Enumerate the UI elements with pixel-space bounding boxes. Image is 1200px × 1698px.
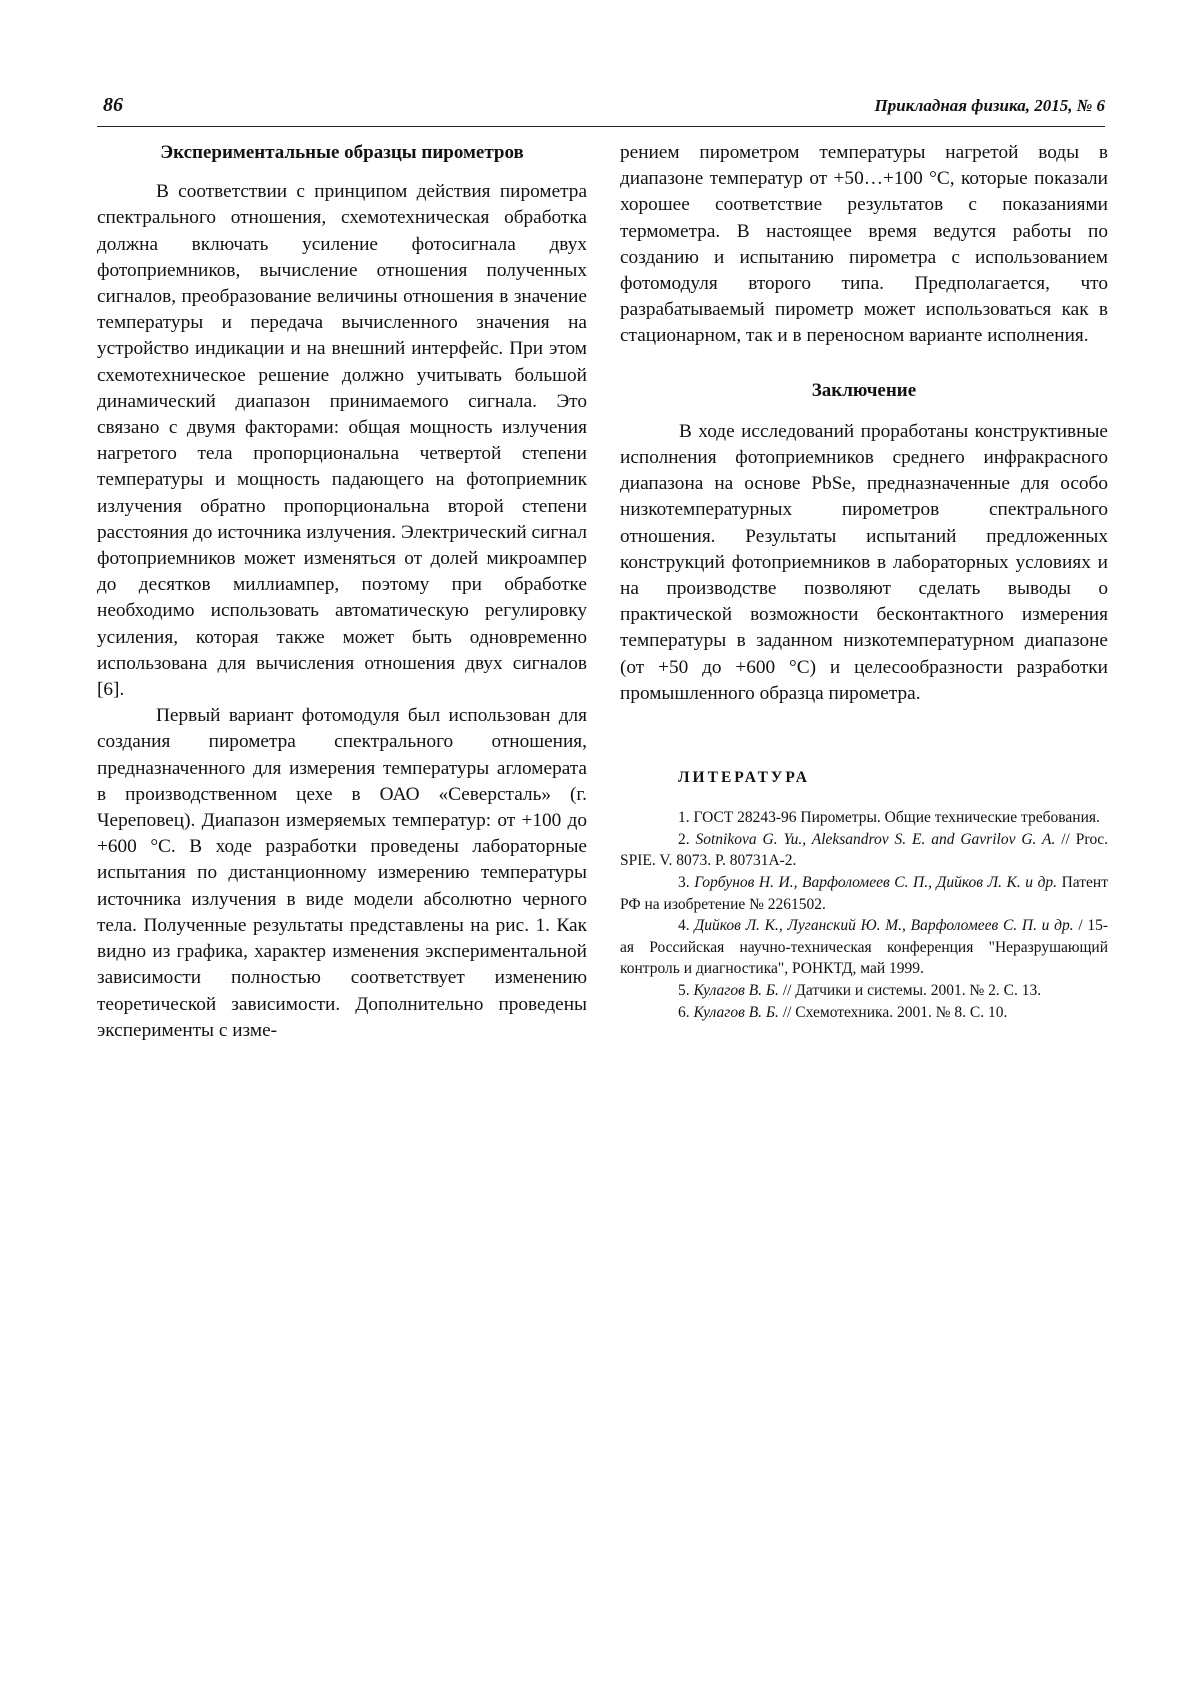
section-title: Экспериментальные образцы пирометров xyxy=(160,142,524,163)
reference-item: 6. Кулагов В. Б. // Схемотехника. 2001. № 8. С. 10. xyxy=(678,1003,1008,1021)
reference-item: 3. Горбунов Н. И., Варфоломеев С. П., Дийков Л. К. и др. Патент РФ на изобретение № 2261502. xyxy=(620,874,1109,913)
conclusion-title: Заключение xyxy=(811,379,917,401)
running-header xyxy=(97,92,1105,127)
reference-item: 1. ГОСТ 28243-96 Пирометры. Общие технические требования. xyxy=(678,809,1100,827)
reference-list xyxy=(620,807,1108,1023)
paragraph-continuation: рением пирометром температуры нагретой воды в диапазоне температур от +50…+100 °С, которые показали хорошее соответствие результатов с показаниями термометра. В настоящее время ведутся работы по созданию и испытанию пирометра с использованием фотомодуля второго типа. Предполагается, что разрабатываемый пирометр может использоваться как в стационарном, так и в переносном варианте исполнения. xyxy=(620,142,1108,347)
page-number: 86 xyxy=(103,94,123,116)
reference-item: 5. Кулагов В. Б. // Датчики и системы. 2001. № 2. С. 13. xyxy=(678,982,1042,1000)
paragraph: В соответствии с принципом действия пирометра спектрального отношения, схемотехническая обработка должна включать усиление фотосигнала двух фотоприемников, вычисление отношения полученных сигналов, преобразование величины отношения в значение температуры и передача вычисленного значения на устройство индикации и на внешний интерфейс. При этом схемотехническое решение должно учитывать большой динамический диапазон принимаемого сигнала. Это связано с двумя факторами: общая мощность излучения нагретого тела пропорциональна четвертой степени температуры и мощность падающего на фотоприемник излучения обратно пропорциональна второй степени расстояния до источника излучения. Электрический сигнал фотоприемников может изменяться от долей микроампер до десятков миллиампер, поэтому при обработке необходимо использовать автоматическую регулировку усиления, которая также может быть одновременно использована для вычисления отношения двух сигналов [6]. xyxy=(97,181,587,701)
reference-item: 4. Дийков Л. К., Луганский Ю. М., Варфоломеев С. П. и др. / 15-ая Российская научно-техническая конференция "Неразрушающий контроль и диагностика", РОНКТД, май 1999. xyxy=(620,917,1108,978)
journal-title: Прикладная физика, 2015, № 6 xyxy=(874,96,1105,115)
references-title: ЛИТЕРАТУРА xyxy=(678,769,810,787)
left-column xyxy=(97,140,587,1044)
paragraph: Первый вариант фотомодуля был использован для создания пирометра спектрального отношения, предназначенного для измерения температуры агломерата в производственном цехе в ОАО «Северсталь» (г. Череповец). Диапазон измеряемых температур: от +100 до +600 °С. В ходе разработки проведены лабораторные испытания по дистанционному измерению температуры источника излучения в виде модели абсолютно черного тела. Полученные результаты представлены на рис. 1. Как видно из графика, характер изменения экспериментальной зависимости полностью соответствует изменению теоретической зависимости. Дополнительно проведены эксперименты с изме- xyxy=(97,705,587,1041)
reference-item: 2. Sotnikova G. Yu., Aleksandrov S. E. and Gavrilov G. A. // Proc. SPIE. V. 8073. P. 80731A-2. xyxy=(620,830,1108,870)
right-column xyxy=(620,140,1108,1023)
conclusion-paragraph: В ходе исследований проработаны конструктивные исполнения фотоприемников среднего инфракрасного диапазона на основе PbSe, предназначенные для особо низкотемпературных пирометров спектрального отношения. Результаты испытаний предложенных конструкций фотоприемников в лабораторных условиях и на производстве позволяют сделать выводы о практической возможности бесконтактного измерения температуры в заданном низкотемпературном диапазоне (от +50 до +600 °С) и целесообразности разработки промышленного образца пирометра. xyxy=(620,420,1108,704)
